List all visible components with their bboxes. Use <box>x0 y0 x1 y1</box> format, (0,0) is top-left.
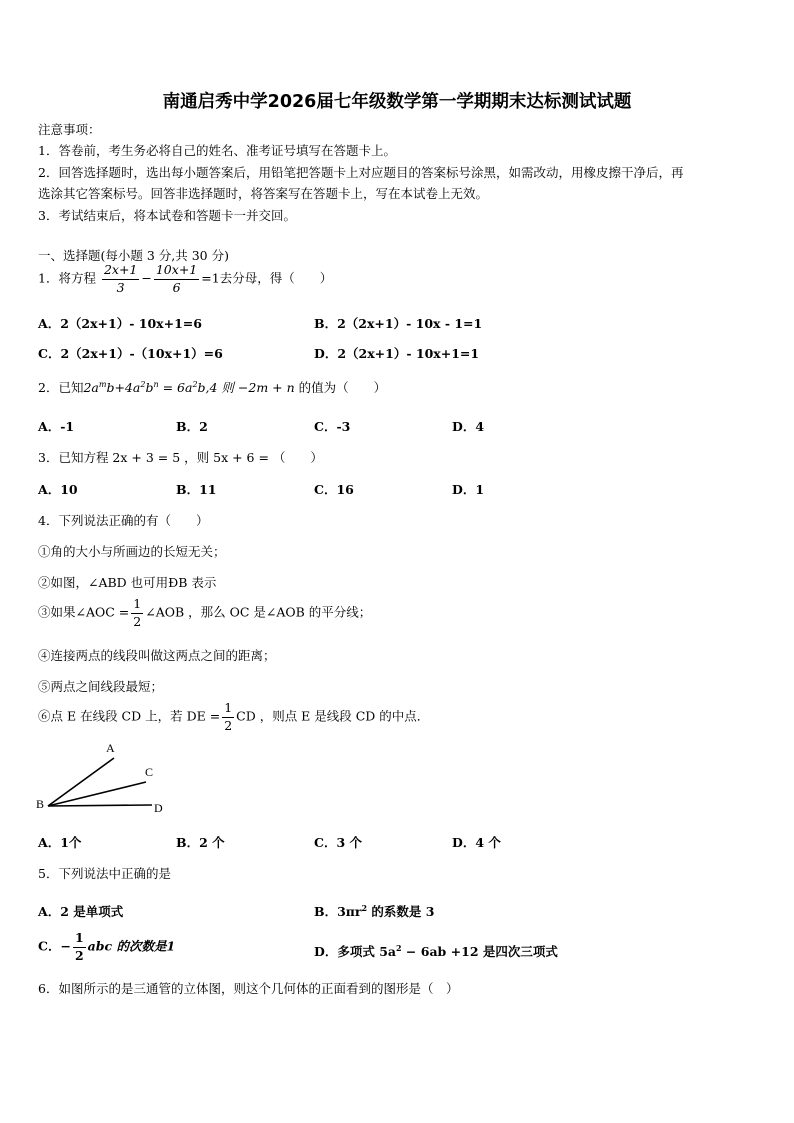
question-1-option-c: C．2（2x+1）-（10x+1）=6 <box>38 346 223 361</box>
question-4-statement-1: ①角的大小与所画边的长短无关； <box>38 544 226 559</box>
question-2-option-d: D．4 <box>452 419 485 434</box>
question-4-option-d: D．4 个 <box>452 835 501 850</box>
question-4-statement-4: ④连接两点的线段叫做这两点之间的距离； <box>38 648 276 663</box>
question-3-option-d: D．1 <box>452 482 485 497</box>
notice-heading: 注意事项： <box>38 122 101 137</box>
notice-item-3: 3．考试结束后，将本试卷和答题卡一并交回。 <box>38 208 296 223</box>
question-5-option-c: C．− $\frac{1}{2}$ abc 的次数是1 <box>38 930 176 963</box>
point-label-a: A <box>106 741 115 755</box>
question-2-option-c: C．-3 <box>314 419 351 434</box>
question-1-stem: 1．将方程 $\frac{2x+1}{3}$ − $\frac{10x+1}{6}$ =1去分母，得（ ） <box>38 262 333 295</box>
fraction: $\frac{1}{2}$ <box>224 700 233 733</box>
question-4-option-b: B．2 个 <box>176 835 225 850</box>
fraction: $\frac{1}{2}$ <box>74 930 84 963</box>
question-4-statement-2: ②如图，∠ABD 也可用ÐB 表示 <box>38 575 217 590</box>
fraction: $\frac{1}{2}$ <box>133 596 142 629</box>
point-label-b: B <box>36 797 45 811</box>
question-4-statement-6: ⑥点 E 在线段 CD 上，若 DE = $\frac{1}{2}$ CD ，则点 E 是线段 CD 的中点． <box>38 700 430 733</box>
ray-ba <box>48 758 114 806</box>
fraction: $\frac{10x+1}{6}$ <box>155 262 198 295</box>
question-5-stem: 5．下列说法中正确的是 <box>38 866 171 881</box>
question-4-option-c: C．3 个 <box>314 835 362 850</box>
question-4-statement-3: ③如果∠AOC = $\frac{1}{2}$ ∠AOB ，那么 OC 是∠AOB 的平分线； <box>38 596 372 629</box>
fraction: $\frac{2x+1}{3}$ <box>103 262 138 295</box>
question-5-option-d: D．多项式 $5a^2 - 6ab +12$ 是四次三项式 <box>314 943 558 959</box>
section-heading: 一、选择题(每小题 3 分,共 30 分) <box>38 248 229 263</box>
question-5-option-a: A．2 是单项式 <box>38 904 124 919</box>
question-2-stem: 2．已知$2a^mb+4a^2b^n = 6a^2b,4$ 则 −2m + n 的值为（ ） <box>38 380 387 395</box>
point-label-d: D <box>154 801 163 815</box>
question-3-option-b: B．11 <box>176 482 217 497</box>
question-3-stem: 3．已知方程 2x + 3 = 5 ，则 5x + 6 = （ ） <box>38 450 323 465</box>
ray-bd <box>48 805 152 806</box>
point-label-c: C <box>145 765 154 779</box>
question-6-stem: 6．如图所示的是三通管的立体图，则这个几何体的正面看到的图形是（ ） <box>38 981 459 996</box>
question-3-option-a: A．10 <box>38 482 78 497</box>
question-4-statement-5: ⑤两点之间线段最短； <box>38 679 164 694</box>
notice-item-2-line-1: 2．回答选择题时，选出每小题答案后，用铅笔把答题卡上对应题目的答案标号涂黑，如需改动，用橡皮擦干净后，再 <box>38 165 684 180</box>
question-1-option-b: B．2（2x+1）- 10x - 1=1 <box>314 316 483 331</box>
question-1-option-d: D．2（2x+1）- 10x+1=1 <box>314 346 480 361</box>
question-2-option-a: A．-1 <box>38 419 75 434</box>
question-3-option-c: C．16 <box>314 482 354 497</box>
page-title: 南通启秀中学2026届七年级数学第一学期期末达标测试试题 <box>162 92 632 112</box>
notice-item-1: 1．答卷前，考生务必将自己的姓名、准考证号填写在答题卡上。 <box>38 143 396 158</box>
question-4-stem: 4．下列说法正确的有（ ） <box>38 513 209 528</box>
notice-item-2-line-2: 选涂其它答案标号。回答非选择题时，将答案写在答题卡上，写在本试卷上无效。 <box>38 186 489 201</box>
question-5-option-b: B．$3\pi r^2$ 的系数是 3 <box>314 903 435 919</box>
question-4-option-a: A．1个 <box>38 835 82 850</box>
question-1-option-a: A．2（2x+1）- 10x+1=6 <box>38 316 202 331</box>
angle-figure <box>34 738 174 818</box>
question-2-option-b: B．2 <box>176 419 208 434</box>
ray-bc <box>48 782 146 806</box>
